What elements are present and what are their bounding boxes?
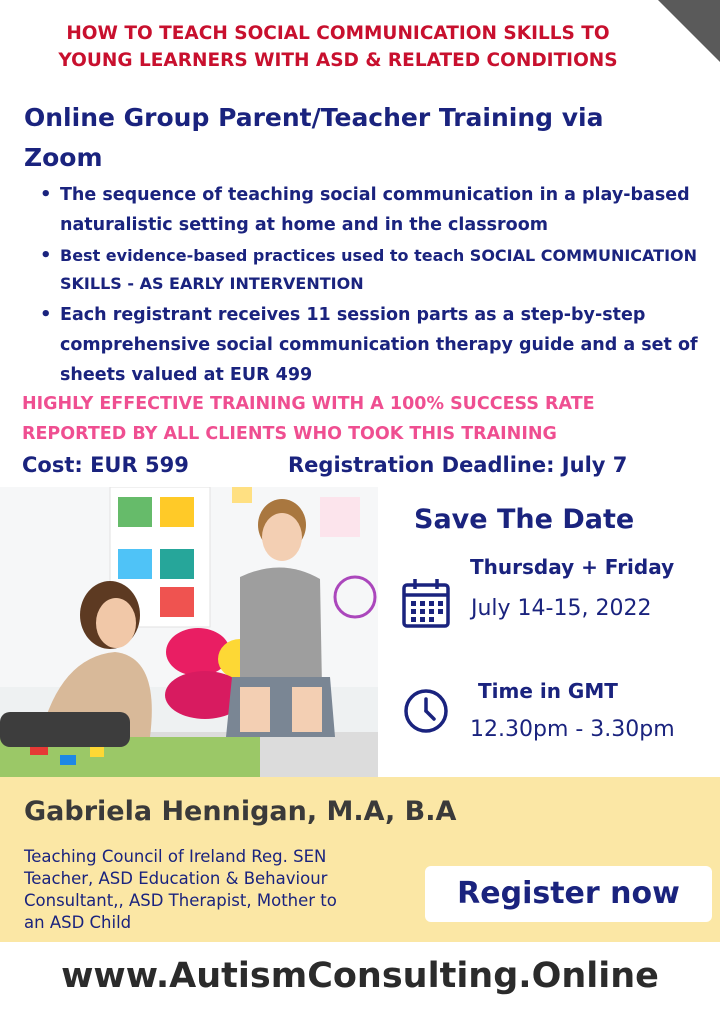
website-link[interactable]: www.AutismConsulting.Online (61, 956, 659, 996)
corner-triangle (658, 0, 720, 62)
event-dates: July 14-15, 2022 (471, 596, 652, 621)
time-value: 12.30pm - 3.30pm (470, 717, 675, 742)
registration-deadline: Registration Deadline: July 7 (288, 453, 628, 477)
presenter-name: Gabriela Hennigan, M.A, B.A (24, 796, 457, 827)
classroom-photo (0, 487, 378, 777)
credentials-line: Teaching Council of Ireland Reg. SEN (24, 847, 327, 866)
presenter-credentials (24, 846, 424, 934)
bullet-item: • The sequence of teaching social communication in a play-based naturalistic setting at home and in the classroom (38, 180, 710, 240)
bullet-list (38, 180, 710, 392)
headline-line-1: HOW TO TEACH SOCIAL COMMUNICATION SKILLS TO (66, 23, 610, 44)
credentials-line: an ASD Child (24, 913, 132, 932)
promo-line-1: HIGHLY EFFECTIVE TRAINING WITH A 100% SUCCESS RATE (22, 394, 595, 414)
cost-label: Cost: EUR 599 (22, 453, 189, 477)
time-label: Time in GMT (478, 679, 618, 703)
register-now-button[interactable]: Register now (425, 866, 712, 922)
headline-line-2: YOUNG LEARNERS WITH ASD & RELATED CONDITIONS (58, 50, 618, 71)
training-subtitle: Online Group Parent/Teacher Training via Zoom (24, 103, 604, 172)
promo-text (22, 389, 712, 449)
bullet-item: • Each registrant receives 11 session parts as a step-by-step comprehensive social communication therapy guide and a set of sheets valued at EUR 499 (38, 300, 710, 390)
headline (18, 20, 658, 74)
save-the-date-heading: Save The Date (414, 504, 635, 535)
credentials-line: Consultant,, ASD Therapist, Mother to (24, 891, 337, 910)
bullet-item: • Best evidence-based practices used to teach SOCIAL COMMUNICATION SKILLS - AS EARLY INTERVENTION (38, 242, 710, 298)
calendar-icon (402, 578, 450, 628)
classroom-photo-illustration (0, 487, 378, 777)
event-days: Thursday + Friday (470, 555, 675, 579)
promo-line-2: REPORTED BY ALL CLIENTS WHO TOOK THIS TRAINING (22, 424, 557, 444)
clock-icon (403, 688, 449, 734)
credentials-line: Teacher, ASD Education & Behaviour (24, 869, 328, 888)
